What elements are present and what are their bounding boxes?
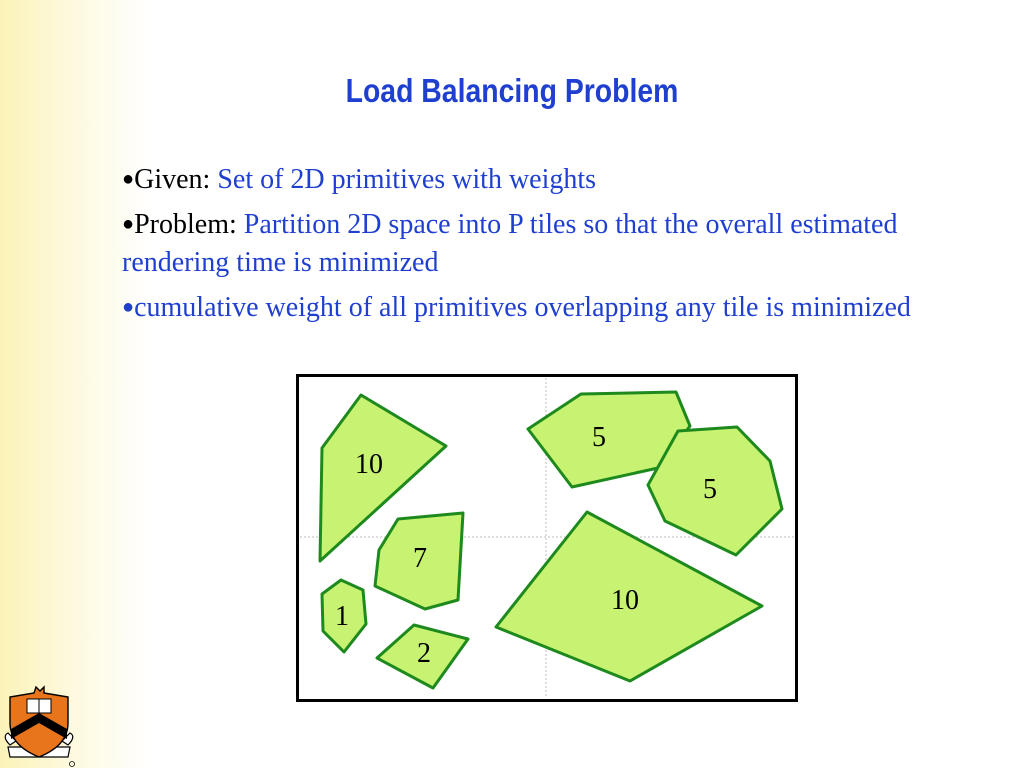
bullet-problem xyxy=(122,205,922,282)
registered-mark-icon xyxy=(70,762,75,767)
bullet-list xyxy=(122,160,922,333)
bullet-cumulative xyxy=(122,288,922,327)
primitive-weight-label: 7 xyxy=(413,543,427,574)
primitive-weight-label: 10 xyxy=(611,585,639,616)
bullet-dot-icon: ● xyxy=(122,296,135,318)
slide-side-gradient xyxy=(0,0,150,768)
princeton-shield-logo xyxy=(2,685,78,767)
primitive-weight-label: 5 xyxy=(703,474,717,505)
primitive-weight-label: 1 xyxy=(335,601,349,632)
bullet-text: Partition 2D space into P tiles so that the overall estimated rendering time is minimized xyxy=(122,209,898,278)
slide-title: Load Balancing Problem xyxy=(345,72,679,109)
bullet-text: cumulative weight of all primitives overlapping any tile is minimized xyxy=(134,292,911,323)
primitive-weight-label: 10 xyxy=(355,449,383,480)
bullet-dot-icon: ● xyxy=(122,168,135,190)
tiling-diagram xyxy=(296,374,798,702)
bullet-given xyxy=(122,160,922,199)
primitive-weight-label: 5 xyxy=(592,422,606,453)
primitive-weight-label: 2 xyxy=(417,638,431,669)
bullet-label: Given: xyxy=(134,164,211,195)
bullet-text: Set of 2D primitives with weights xyxy=(217,164,597,195)
bullet-dot-icon: ● xyxy=(122,213,135,235)
bullet-label: Problem: xyxy=(134,209,237,240)
